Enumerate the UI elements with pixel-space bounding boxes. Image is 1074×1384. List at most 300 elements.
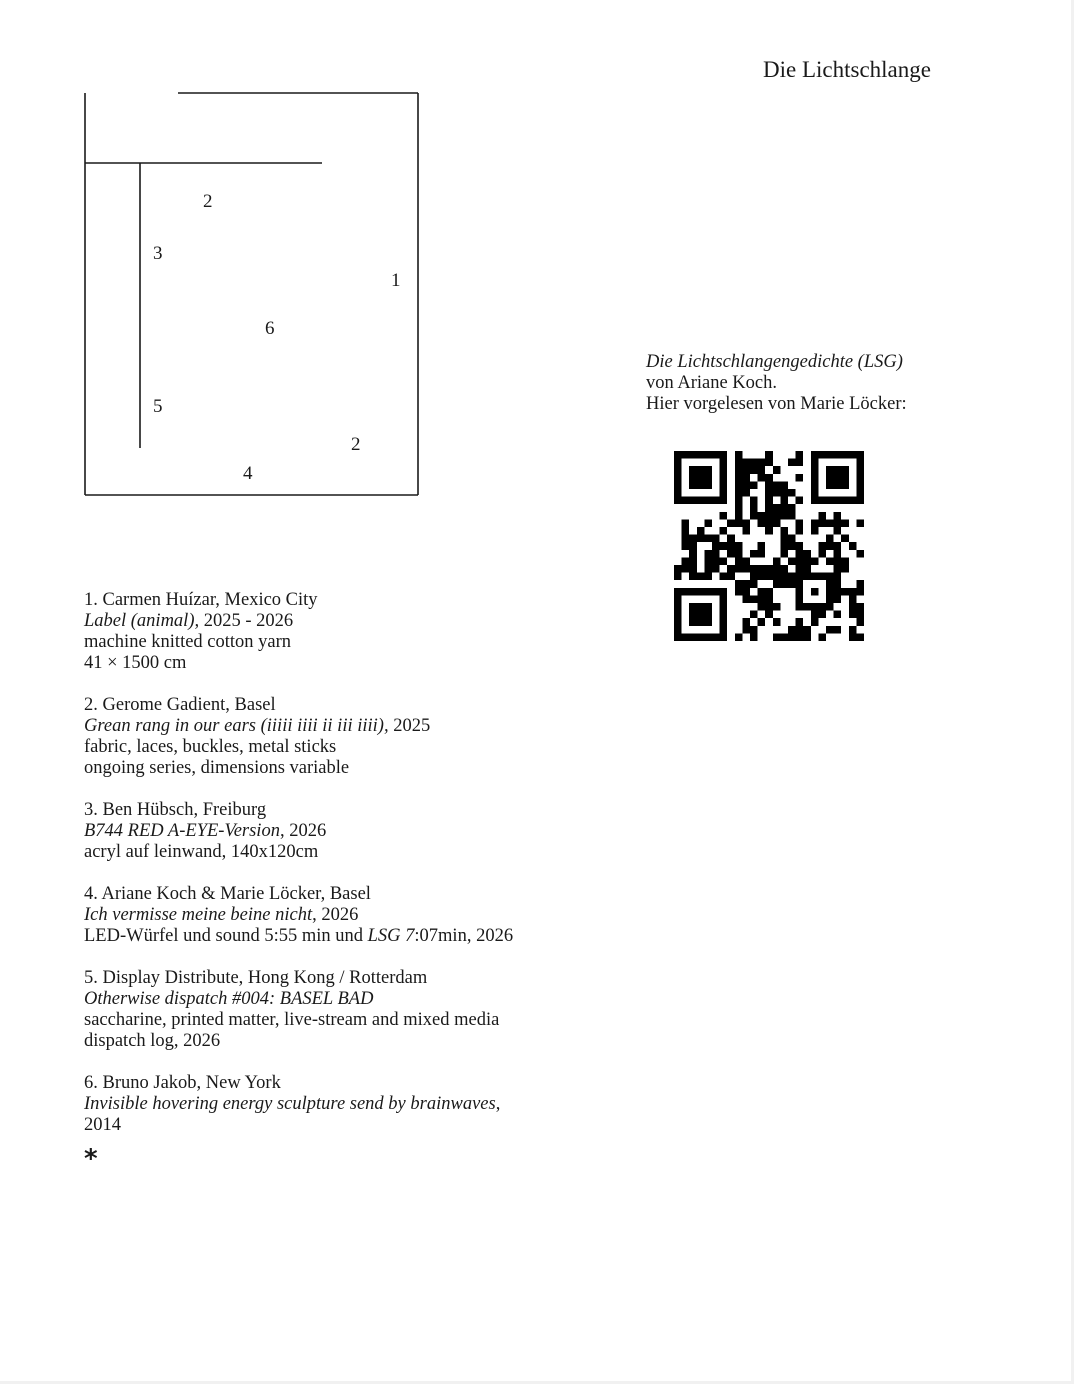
work-detail-post: :07min, 2026 xyxy=(414,926,514,946)
qr-module xyxy=(803,550,811,558)
qr-module xyxy=(712,535,720,543)
qr-module xyxy=(765,611,773,619)
qr-module xyxy=(689,550,697,558)
qr-module xyxy=(704,603,712,611)
qr-module xyxy=(682,519,690,527)
work-year: 2025 - 2026 xyxy=(199,611,294,631)
qr-module xyxy=(704,451,712,459)
qr-module xyxy=(849,626,857,634)
qr-module xyxy=(765,474,773,482)
qr-module xyxy=(826,519,834,527)
qr-module xyxy=(803,633,811,641)
lsg-author: von Ariane Koch. xyxy=(646,373,778,393)
qr-module xyxy=(750,611,758,619)
qr-module xyxy=(841,466,849,474)
qr-module xyxy=(674,588,682,596)
qr-module xyxy=(841,535,849,543)
qr-module xyxy=(704,474,712,482)
qr-module xyxy=(796,618,804,626)
qr-module xyxy=(758,474,766,482)
qr-module xyxy=(818,550,826,558)
floorplan-diagram xyxy=(84,92,420,498)
qr-module xyxy=(796,626,804,634)
qr-module xyxy=(796,519,804,527)
qr-module xyxy=(773,633,781,641)
qr-module xyxy=(758,565,766,573)
qr-module xyxy=(712,588,720,596)
work-artist: 4. Ariane Koch & Marie Löcker, Basel xyxy=(84,884,371,904)
qr-module xyxy=(811,618,819,626)
qr-module xyxy=(834,557,842,565)
qr-module xyxy=(765,451,773,459)
qr-module xyxy=(765,512,773,520)
qr-module xyxy=(834,474,842,482)
qr-module xyxy=(818,573,826,581)
qr-module xyxy=(750,512,758,520)
work-detail: machine knitted cotton yarn xyxy=(84,632,292,652)
qr-module xyxy=(856,497,864,505)
qr-module xyxy=(689,588,697,596)
qr-module xyxy=(826,573,834,581)
floorplan-walls xyxy=(84,92,420,498)
qr-module xyxy=(811,527,819,535)
qr-module xyxy=(727,535,735,543)
qr-module xyxy=(796,542,804,550)
qr-module xyxy=(735,580,743,588)
qr-module xyxy=(765,588,773,596)
qr-module xyxy=(720,459,728,467)
qr-module xyxy=(742,481,750,489)
qr-module xyxy=(826,557,834,565)
qr-module xyxy=(856,580,864,588)
qr-module xyxy=(796,474,804,482)
qr-module xyxy=(720,451,728,459)
qr-module xyxy=(834,626,842,634)
qr-module xyxy=(803,557,811,565)
qr-module xyxy=(849,633,857,641)
qr-module xyxy=(788,580,796,588)
qr-module xyxy=(856,459,864,467)
work-detail: 41 × 1500 cm xyxy=(84,653,187,673)
qr-module xyxy=(849,611,857,619)
qr-module xyxy=(758,618,766,626)
qr-module xyxy=(689,474,697,482)
qr-module xyxy=(856,474,864,482)
qr-module xyxy=(834,550,842,558)
qr-module xyxy=(758,595,766,603)
qr-module xyxy=(834,573,842,581)
floorplan-label-6: 6 xyxy=(265,318,275,339)
work-year: , 2026 xyxy=(279,821,327,841)
qr-module xyxy=(826,603,834,611)
qr-module xyxy=(811,519,819,527)
qr-module xyxy=(689,451,697,459)
qr-module xyxy=(689,611,697,619)
qr-module xyxy=(788,557,796,565)
qr-module xyxy=(689,542,697,550)
qr-module xyxy=(735,466,743,474)
qr-module xyxy=(697,474,705,482)
qr-module xyxy=(697,535,705,543)
qr-module xyxy=(780,489,788,497)
qr-module xyxy=(712,542,720,550)
qr-module xyxy=(788,573,796,581)
qr-module xyxy=(742,557,750,565)
qr-module xyxy=(727,542,735,550)
qr-module xyxy=(697,618,705,626)
qr-module xyxy=(788,633,796,641)
qr-module xyxy=(758,550,766,558)
qr-module xyxy=(811,474,819,482)
qr-module xyxy=(788,626,796,634)
qr-module xyxy=(720,588,728,596)
qr-module xyxy=(682,588,690,596)
qr-module xyxy=(826,535,834,543)
work-detail: fabric, laces, buckles, metal sticks xyxy=(84,737,337,757)
qr-module xyxy=(750,550,758,558)
work-artist: 5. Display Distribute, Hong Kong / Rotterdam xyxy=(84,968,428,988)
qr-module xyxy=(720,603,728,611)
qr-module xyxy=(689,633,697,641)
qr-module xyxy=(758,573,766,581)
qr-module xyxy=(811,573,819,581)
qr-module xyxy=(735,542,743,550)
qr-module xyxy=(841,497,849,505)
qr-module xyxy=(720,573,728,581)
qr-module xyxy=(742,626,750,634)
qr-module xyxy=(773,580,781,588)
qr-module xyxy=(689,481,697,489)
qr-module xyxy=(674,573,682,581)
work-title: Ich vermisse meine beine nicht xyxy=(84,905,313,925)
qr-module xyxy=(704,535,712,543)
qr-module xyxy=(704,519,712,527)
qr-module xyxy=(834,527,842,535)
work-detail xyxy=(84,926,644,947)
qr-module xyxy=(704,618,712,626)
work-artist: 2. Gerome Gadient, Basel xyxy=(84,695,276,715)
qr-module xyxy=(735,557,743,565)
qr-module xyxy=(704,497,712,505)
qr-module xyxy=(682,557,690,565)
qr-module xyxy=(773,466,781,474)
qr-module xyxy=(780,565,788,573)
qr-module xyxy=(697,573,705,581)
qr-module xyxy=(856,611,864,619)
qr-module xyxy=(750,633,758,641)
qr-module xyxy=(826,626,834,634)
qr-module xyxy=(735,519,743,527)
work-title-line xyxy=(84,905,644,926)
qr-module xyxy=(811,603,819,611)
work-artist: 3. Ben Hübsch, Freiburg xyxy=(84,800,267,820)
qr-module xyxy=(856,588,864,596)
qr-module xyxy=(674,565,682,573)
qr-module xyxy=(841,588,849,596)
qr-module xyxy=(803,565,811,573)
qr-module xyxy=(849,542,857,550)
qr-module xyxy=(811,497,819,505)
qr-module xyxy=(689,497,697,505)
qr-module xyxy=(750,595,758,603)
qr-module xyxy=(682,527,690,535)
qr-module xyxy=(735,474,743,482)
qr-module xyxy=(765,603,773,611)
qr-module xyxy=(674,497,682,505)
qr-module xyxy=(856,550,864,558)
qr-module xyxy=(773,565,781,573)
qr-module xyxy=(834,497,842,505)
qr-module xyxy=(818,512,826,520)
lsg-caption xyxy=(646,352,907,415)
qr-module xyxy=(849,595,857,603)
qr-module xyxy=(788,504,796,512)
qr-module xyxy=(788,535,796,543)
qr-module xyxy=(689,565,697,573)
qr-module xyxy=(720,512,728,520)
qr-module xyxy=(758,459,766,467)
qr-module xyxy=(849,451,857,459)
qr-module xyxy=(834,512,842,520)
qr-module xyxy=(704,573,712,581)
qr-module xyxy=(780,481,788,489)
qr-module xyxy=(765,573,773,581)
qr-module xyxy=(735,588,743,596)
qr-module xyxy=(796,497,804,505)
qr-module xyxy=(674,481,682,489)
qr-module xyxy=(704,557,712,565)
work-detail: dispatch log, 2026 xyxy=(84,1031,221,1051)
qr-module xyxy=(796,459,804,467)
qr-module xyxy=(773,504,781,512)
qr-module xyxy=(727,565,735,573)
qr-module xyxy=(826,466,834,474)
qr-module xyxy=(682,565,690,573)
work-item-4 xyxy=(84,884,644,947)
qr-module xyxy=(796,603,804,611)
qr-module xyxy=(780,633,788,641)
qr-module xyxy=(674,474,682,482)
qr-module xyxy=(811,557,819,565)
asterisk-mark: * xyxy=(84,1144,98,1174)
qr-module xyxy=(750,466,758,474)
qr-module xyxy=(674,459,682,467)
qr-module xyxy=(849,497,857,505)
work-item-5 xyxy=(84,968,644,1052)
work-title: Invisible hovering energy sculpture send by brainwaves xyxy=(84,1094,496,1114)
lsg-title: Die Lichtschlangengedichte (LSG) xyxy=(646,352,903,372)
qr-module xyxy=(697,527,705,535)
qr-module xyxy=(720,611,728,619)
qr-module xyxy=(704,466,712,474)
qr-module xyxy=(735,565,743,573)
qr-module xyxy=(773,618,781,626)
qr-module xyxy=(826,451,834,459)
qr-module xyxy=(849,588,857,596)
qr-module xyxy=(689,573,697,581)
qr-module xyxy=(674,595,682,603)
qr-module xyxy=(720,497,728,505)
qr-module xyxy=(742,588,750,596)
qr-module xyxy=(773,512,781,520)
qr-module xyxy=(742,519,750,527)
qr-module xyxy=(765,489,773,497)
work-title-line xyxy=(84,821,644,842)
qr-module xyxy=(796,595,804,603)
qr-module xyxy=(742,459,750,467)
qr-module xyxy=(758,519,766,527)
qr-module xyxy=(826,497,834,505)
qr-module xyxy=(674,626,682,634)
qr-module xyxy=(818,603,826,611)
qr-module xyxy=(811,459,819,467)
qr-module xyxy=(796,451,804,459)
qr-module xyxy=(773,489,781,497)
floorplan-label-2a: 2 xyxy=(203,191,213,212)
qr-module xyxy=(682,542,690,550)
qr-module xyxy=(697,481,705,489)
qr-module xyxy=(758,542,766,550)
qr-module xyxy=(735,459,743,467)
qr-module xyxy=(796,573,804,581)
qr-module xyxy=(697,497,705,505)
qr-module xyxy=(811,466,819,474)
qr-module xyxy=(856,618,864,626)
qr-module xyxy=(796,527,804,535)
qr-module xyxy=(834,519,842,527)
qr-module xyxy=(796,550,804,558)
qr-module xyxy=(735,504,743,512)
qr-module xyxy=(803,573,811,581)
qr-module xyxy=(780,580,788,588)
qr-module xyxy=(765,504,773,512)
qr-module xyxy=(826,474,834,482)
work-item-3 xyxy=(84,800,644,863)
qr-module xyxy=(712,557,720,565)
qr-module xyxy=(773,603,781,611)
qr-module xyxy=(674,489,682,497)
qr-module xyxy=(834,466,842,474)
work-year: , 2026 xyxy=(312,905,359,925)
qr-module xyxy=(841,481,849,489)
qr-module xyxy=(773,557,781,565)
qr-module xyxy=(773,481,781,489)
qr-module xyxy=(834,451,842,459)
qr-module xyxy=(704,611,712,619)
qr-module xyxy=(712,451,720,459)
qr-module xyxy=(750,565,758,573)
qr-code[interactable] xyxy=(674,451,864,641)
qr-module xyxy=(818,611,826,619)
qr-module xyxy=(834,580,842,588)
qr-module xyxy=(720,557,728,565)
qr-module xyxy=(856,481,864,489)
qr-module xyxy=(720,466,728,474)
qr-module xyxy=(750,573,758,581)
work-item-2 xyxy=(84,695,644,779)
qr-module xyxy=(818,451,826,459)
qr-module xyxy=(765,519,773,527)
qr-module xyxy=(750,497,758,505)
floorplan-label-3: 3 xyxy=(153,243,163,264)
qr-module xyxy=(856,519,864,527)
qr-module xyxy=(841,557,849,565)
qr-module xyxy=(758,588,766,596)
qr-module xyxy=(720,626,728,634)
qr-module xyxy=(826,580,834,588)
work-item-6 xyxy=(84,1073,644,1136)
qr-module xyxy=(758,603,766,611)
qr-module xyxy=(796,557,804,565)
qr-module xyxy=(856,603,864,611)
qr-module xyxy=(811,588,819,596)
qr-module xyxy=(720,481,728,489)
qr-module xyxy=(788,542,796,550)
qr-module xyxy=(765,497,773,505)
qr-module xyxy=(765,527,773,535)
qr-module xyxy=(697,588,705,596)
qr-module xyxy=(788,512,796,520)
qr-module xyxy=(742,466,750,474)
qr-module xyxy=(712,550,720,558)
qr-module xyxy=(674,618,682,626)
qr-module xyxy=(773,519,781,527)
qr-module xyxy=(712,633,720,641)
qr-module xyxy=(720,527,728,535)
qr-module xyxy=(765,481,773,489)
qr-module xyxy=(735,550,743,558)
qr-module xyxy=(697,466,705,474)
qr-module xyxy=(689,603,697,611)
qr-module xyxy=(780,550,788,558)
qr-module xyxy=(742,489,750,497)
qr-module xyxy=(682,633,690,641)
qr-module xyxy=(834,565,842,573)
qr-module xyxy=(704,633,712,641)
work-title-line xyxy=(84,611,644,632)
qr-module xyxy=(818,542,826,550)
qr-module xyxy=(697,451,705,459)
qr-module xyxy=(818,497,826,505)
work-year: 2025 xyxy=(388,716,431,736)
qr-module xyxy=(735,633,743,641)
qr-module xyxy=(750,504,758,512)
qr-module xyxy=(834,611,842,619)
qr-module xyxy=(689,535,697,543)
qr-module xyxy=(856,466,864,474)
qr-module xyxy=(811,481,819,489)
qr-module xyxy=(834,588,842,596)
qr-module xyxy=(796,565,804,573)
qr-module xyxy=(796,580,804,588)
qr-module xyxy=(742,580,750,588)
qr-module xyxy=(750,459,758,467)
qr-module xyxy=(720,489,728,497)
qr-module xyxy=(742,474,750,482)
qr-module xyxy=(856,633,864,641)
qr-module xyxy=(796,588,804,596)
qr-module xyxy=(826,481,834,489)
qr-module xyxy=(818,519,826,527)
qr-module xyxy=(788,489,796,497)
qr-module xyxy=(735,451,743,459)
work-detail-pre: LED-Würfel und sound 5:55 min und xyxy=(84,926,368,946)
qr-module xyxy=(826,588,834,596)
qr-module xyxy=(674,611,682,619)
qr-module xyxy=(704,565,712,573)
qr-module xyxy=(788,459,796,467)
qr-module xyxy=(682,451,690,459)
